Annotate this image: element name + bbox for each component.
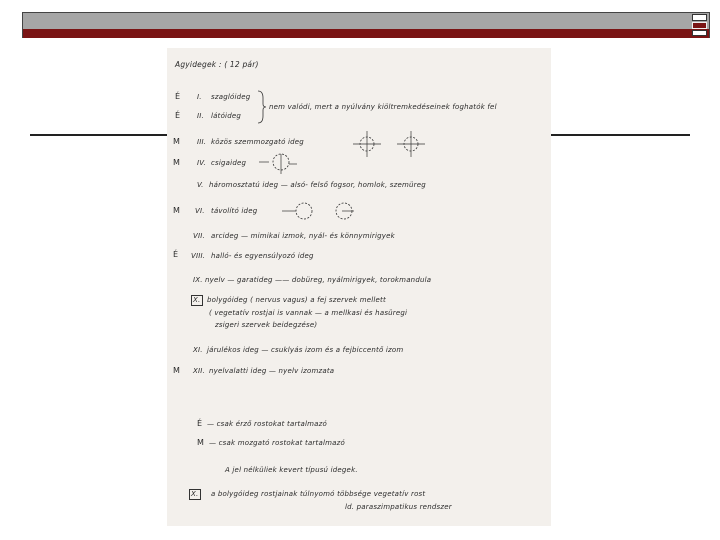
footnote-line2: ld. paraszimpatikus rendszer xyxy=(345,503,452,511)
nerve-8-mark: É xyxy=(173,250,179,259)
nerve-1-text: szaglóideg xyxy=(211,93,251,101)
eye-movement-diagram-2 xyxy=(259,150,299,176)
title-bar-decoration xyxy=(22,12,710,38)
nerve-3-num: III. xyxy=(197,138,207,146)
nerve-4-text: csigaideg xyxy=(211,159,247,167)
title-bar-gray-band xyxy=(23,13,709,29)
nerve-5-num: V. xyxy=(197,181,204,189)
nerve-10-line2: ( vegetatív rostjai is vannak — a mellkasi és hasüregi xyxy=(209,309,408,317)
legend-e-text: — csak érző rostokat tartalmazó xyxy=(207,420,327,428)
nerve-11-text: járulékos ideg — csuklyás izom és a fejbiccentő izom xyxy=(207,346,404,354)
nerve-12-text: nyelvalatti ideg — nyelv izomzata xyxy=(209,367,335,375)
nerve-9-num: IX. xyxy=(193,276,203,284)
bracket-note: nem valódi, mert a nyúlvány kiöltremkedéseinek foghatók fel xyxy=(269,103,497,111)
page-title: Agyidegek : ( 12 pár) xyxy=(175,60,259,69)
divider-right xyxy=(548,134,690,136)
nerve-6-mark: M xyxy=(173,206,180,215)
nerve-9-text: nyelv — garatideg —— dobüreg, nyálmirigyek, torokmandula xyxy=(205,276,432,284)
title-bar-red-band xyxy=(23,29,709,38)
decor-square-1 xyxy=(692,14,707,21)
nerve-2-text: látóideg xyxy=(211,112,241,120)
mixed-nerve-note: A jel nélküliek kevert típusú idegek. xyxy=(225,466,358,474)
nerve-12-num: XII. xyxy=(193,367,205,375)
nerve-11-num: XI. xyxy=(193,346,203,354)
footnote-num: X. xyxy=(191,490,199,498)
nerve-10-text: bolygóideg ( nervus vagus) a fej szervek mellett xyxy=(207,296,386,304)
footnote-line1: a bolygóideg rostjainak túlnyomó többsége vegetatív rost xyxy=(211,490,426,498)
bracket-shape xyxy=(257,90,267,124)
decor-square-2 xyxy=(692,22,707,29)
nerve-6-text: távolító ideg xyxy=(211,207,258,215)
legend-m-mark: M xyxy=(197,438,204,447)
nerve-3-mark: M xyxy=(173,137,180,146)
eye-movement-diagram-1 xyxy=(347,131,427,157)
nerve-10-num: X. xyxy=(193,296,201,304)
legend-e-mark: É xyxy=(197,419,203,428)
nerve-1-num: I. xyxy=(197,93,202,101)
scanned-page xyxy=(167,48,551,526)
nerve-3-text: közös szemmozgató ideg xyxy=(211,138,304,146)
nerve-4-num: IV. xyxy=(197,159,206,167)
nerve-1-mark: É xyxy=(175,92,181,101)
nerve-2-mark: É xyxy=(175,111,181,120)
nerve-8-text: halló- és egyensúlyozó ideg xyxy=(211,252,314,260)
nerve-7-text: arcideg — mimikai izmok, nyál- és könnymirigyek xyxy=(211,232,395,240)
legend-m-text: — csak mozgató rostokat tartalmazó xyxy=(209,439,345,447)
eye-movement-diagram-3 xyxy=(282,200,362,222)
nerve-4-mark: M xyxy=(173,158,180,167)
nerve-10-line3: zsigeri szervek beidegzése) xyxy=(215,321,318,329)
decor-square-3 xyxy=(692,30,707,36)
nerve-8-num: VIII. xyxy=(191,252,206,260)
nerve-5-text: háromosztatú ideg — alsó- felső fogsor, homlok, szemüreg xyxy=(209,181,426,189)
nerve-2-num: II. xyxy=(197,112,204,120)
nerve-6-num: VI. xyxy=(195,207,205,215)
nerve-12-mark: M xyxy=(173,366,180,375)
nerve-7-num: VII. xyxy=(193,232,205,240)
